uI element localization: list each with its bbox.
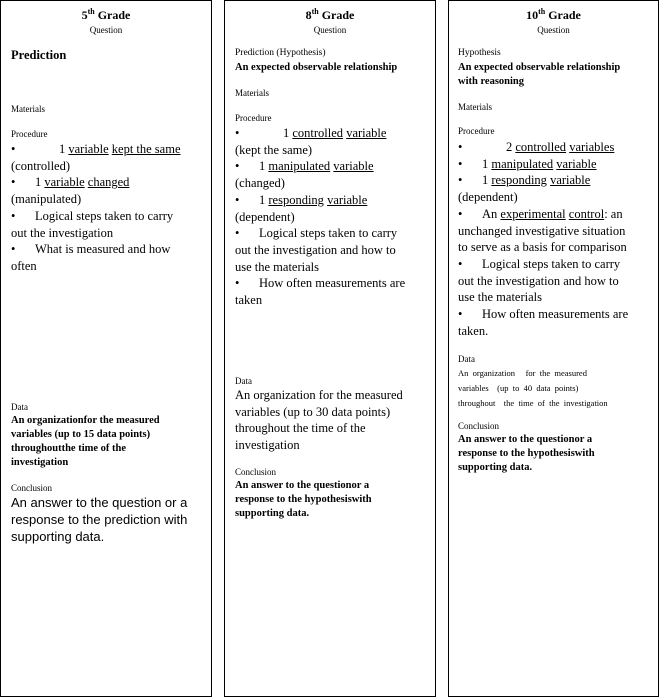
procedure-list [11,141,211,275]
materials-label: Materials [11,104,45,114]
grade-heading [225,7,435,23]
conclusion-line: response to the hypothesiswith [458,448,595,459]
procedure-item-cont: out the investigation and how to [235,242,396,257]
data-line: throughout the time of the [235,421,366,436]
conclusion-line: An answer to the questionor a [235,480,370,491]
conclusion-text [11,494,211,545]
data-label: Data [11,402,28,412]
procedure-item: • What is measured and how [11,242,171,257]
conclusion-line: supporting data. [458,462,533,473]
question-label: Question [537,25,570,35]
procedure-label: Procedure [458,126,495,136]
procedure-item-cont: (dependent) [235,209,295,224]
grade-number: 5 [81,8,88,22]
conclusion-line: supporting data. [11,529,105,544]
procedure-item-cont: to serve as a basis for comparison [458,240,627,255]
conclusion-label: Conclusion [458,421,500,431]
grade-number: 10 [526,8,539,22]
procedure-item-cont: taken [235,293,263,308]
procedure-item-cont: (kept the same) [235,142,313,157]
conclusion-line: response to the hypothesiswith [235,494,372,505]
question-label: Question [89,25,123,35]
procedure-item: • 2 controlled variables [458,140,615,154]
procedure-item: • How often measurements are [458,307,629,322]
data-line: An organizationfor the measured [11,415,160,426]
grade-heading [449,7,658,23]
data-label: Data [235,376,252,386]
data-line: variables (up to 40 data points) [458,383,579,393]
procedure-item: • How often measurements are [235,276,406,291]
procedure-item-cont: out the investigation and how to [458,273,619,288]
procedure-item: • 1 manipulated variable [235,159,374,174]
procedure-list [458,139,658,339]
conclusion-line: supporting data. [235,508,310,519]
grade-superscript: th [538,7,546,16]
question-label: Question [313,25,347,35]
column-5th-grade [0,0,212,697]
procedure-item-cont: use the materials [235,259,319,274]
hypothesis-heading: Hypothesis [458,48,501,58]
procedure-item: • Logical steps taken to carry [458,256,621,271]
grade-number: 8 [305,8,312,22]
procedure-item-cont: unchanged investigative situation [458,223,626,238]
grade-word: Grade [97,8,131,22]
conclusion-text [458,433,658,475]
procedure-item: • 1 controlled variable [235,126,387,140]
procedure-label: Procedure [235,113,272,123]
procedure-item: • 1 responding variable [235,192,368,207]
grade-superscript: th [311,7,319,16]
hypothesis-description [458,61,658,89]
procedure-item: • 1 responding variable [458,173,591,188]
conclusion-line: An answer to the question or a [11,495,188,510]
prediction-heading: Prediction (Hypothesis) [235,48,326,58]
conclusion-text [235,479,435,521]
data-line: variables (up to 30 data points) [235,404,391,419]
procedure-item-cont: (changed) [235,176,285,191]
grade-word: Grade [548,8,581,22]
conclusion-label: Conclusion [11,483,53,493]
data-line: An organization for the measured [235,388,403,402]
procedure-item: • 1 manipulated variable [458,156,597,171]
procedure-item-cont: taken. [458,323,489,338]
procedure-item: • Logical steps taken to carry [11,208,174,223]
procedure-list [235,125,435,309]
prediction-description: An expected observable relationship [235,62,398,73]
conclusion-line: An answer to the questionor a [458,434,593,445]
hypothesis-line: with reasoning [458,76,525,87]
column-10th-grade [448,0,659,697]
materials-label: Materials [235,88,269,98]
hypothesis-line: An expected observable relationship [458,62,621,73]
procedure-item: • Logical steps taken to carry [235,226,398,241]
conclusion-label: Conclusion [235,467,277,477]
prediction-heading: Prediction [11,48,67,62]
procedure-item-cont: out the investigation [11,225,114,240]
data-line: throughout the time of the investigation [458,398,608,408]
procedure-item-cont: (dependent) [458,190,518,205]
grade-superscript: th [87,7,95,16]
procedure-item: • 1 variable changed [11,175,130,190]
procedure-item: • 1 variable kept the same [11,142,181,156]
procedure-item: • An experimental control: an [458,206,623,221]
materials-label: Materials [458,102,492,112]
data-text [458,366,658,411]
data-line: An organization for the measured [458,368,587,378]
grade-heading [1,7,211,23]
data-text [11,414,211,470]
data-line: investigation [235,438,300,453]
column-8th-grade [224,0,436,697]
data-line: investigation [11,457,69,468]
procedure-item-cont: use the materials [458,290,542,305]
conclusion-line: response to the prediction with [11,512,188,527]
procedure-item-cont: often [11,258,37,273]
procedure-item-cont: (manipulated) [11,192,82,207]
data-label: Data [458,354,475,364]
data-text [235,387,435,454]
grade-word: Grade [321,8,355,22]
data-line: throughoutthe time of the [11,443,127,454]
procedure-label: Procedure [11,129,48,139]
procedure-item-cont: (controlled) [11,158,71,173]
data-line: variables (up to 15 data points) [11,429,151,440]
